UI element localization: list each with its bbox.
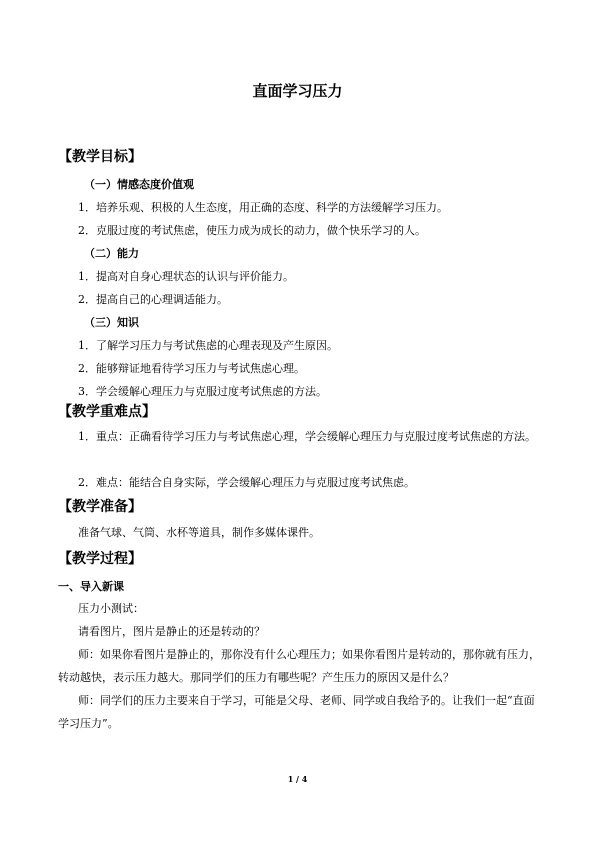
process-paragraph: 压力小测试： [78, 602, 144, 615]
list-item: 2．克服过度的考试焦虑，使压力成为成长的动力，做个快乐学习的人。 [78, 224, 426, 237]
section-heading-prep: 【教学准备】 [58, 499, 142, 515]
keypoint-paragraph: 1．重点：正确看待学习压力与考试焦虑心理，学会缓解心理压力与克服过度考试焦虑的方法。 [78, 430, 536, 443]
subheading-emotion: （一）情感态度价值观 [84, 178, 194, 191]
section-heading-process: 【教学过程】 [58, 551, 142, 567]
part-heading: 一、导入新课 [58, 580, 124, 593]
list-item: 1．提高对自身心理状态的认识与评价能力。 [78, 270, 294, 283]
page-number: 1 / 4 [287, 774, 308, 784]
process-paragraph: 师：如果你看图片是静止的，那你没有什么心理压力；如果你看图片是转动的，那你就有压力，转动越快，表示压力越大。那同学们的压力有哪些呢？产生压力的原因又是什么？ [58, 648, 540, 684]
list-item: 3．学会缓解心理压力与克服过度考试焦虑的方法。 [78, 385, 327, 398]
section-heading-goals: 【教学目标】 [58, 149, 142, 165]
list-item: 1．了解学习压力与考试焦虑的心理表现及产生原因。 [78, 339, 338, 352]
prep-paragraph: 准备气球、气筒、水杯等道具，制作多媒体课件。 [78, 526, 320, 539]
list-item: 2．提高自己的心理调适能力。 [78, 293, 228, 306]
subheading-ability: （二）能力 [84, 247, 139, 260]
process-paragraph: 师：同学们的压力主要来自于学习，可能是父母、老师、同学或自我给予的。让我们一起“直面学习压力”。 [58, 694, 535, 730]
section-heading-keypoints: 【教学重难点】 [58, 404, 156, 420]
list-item: 1．培养乐观、积极的人生态度，用正确的态度、科学的方法缓解学习压力。 [78, 201, 448, 214]
process-paragraph: 请看图片，图片是静止的还是转动的？ [78, 625, 265, 638]
subheading-knowledge: （三）知识 [84, 316, 139, 329]
page-title: 直面学习压力 [252, 82, 343, 100]
keypoint-paragraph: 2．难点：能结合自身实际，学会缓解心理压力与克服过度考试焦虑。 [78, 476, 415, 489]
list-item: 2．能够辩证地看待学习压力与考试焦虑心理。 [78, 362, 305, 375]
